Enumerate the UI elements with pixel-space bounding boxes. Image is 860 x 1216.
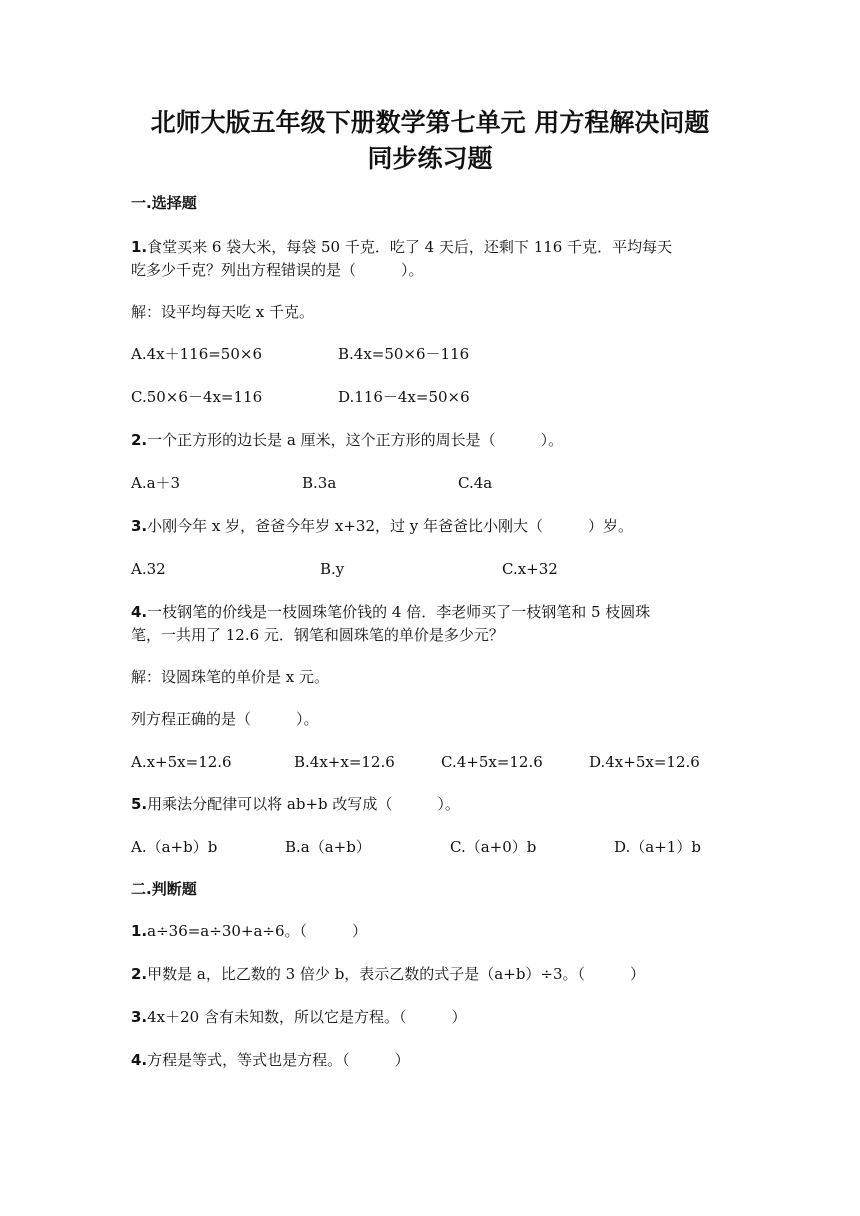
choice-q5 [131,793,460,815]
judge-q2 [131,963,645,985]
choice-q4-option-a: A.x+5x=12.6 [131,753,232,771]
choice-q5-text: 用乘法分配律可以将 ab+b 改写成（ ）。 [147,795,460,813]
choice-q1-option-c: C.50×6－4x=116 [131,388,263,406]
choice-q4-line2: 笔，一共用了 12.6 元．钢笔和圆珠笔的单价是多少元？ [131,626,504,644]
choice-q3 [131,515,633,537]
choice-q1-note: 解：设平均每天吃 x 千克。 [131,303,314,321]
choice-q4-note1: 解：设圆珠笔的单价是 x 元。 [131,668,329,686]
choice-q5-option-d: D.（a+1）b [614,838,701,856]
judge-q4 [131,1049,410,1071]
judge-q4-number: 4. [131,1051,148,1069]
choice-q3-option-c: C.x+32 [502,560,558,578]
choice-q1-line2: 吃多少千克？列出方程错误的是（ ）。 [131,261,424,279]
choice-q1-option-b: B.4x=50×6－116 [338,345,470,363]
choice-q4-option-c: C.4+5x=12.6 [441,753,543,771]
choice-q2 [131,429,563,451]
choice-q5-option-b: B.a（a+b） [285,838,371,856]
choice-q1-line1 [131,236,672,258]
judge-q4-text: 方程是等式，等式也是方程。（ ） [147,1051,410,1069]
choice-q3-option-b: B.y [320,560,345,578]
section-heading-judge: 二.判断题 [131,880,197,898]
choice-q4-note2: 列方程正确的是（ ）。 [131,710,319,728]
choice-q5-option-c: C.（a+0）b [450,838,537,856]
section-heading-choice: 一.选择题 [131,194,197,212]
choice-q1-option-a: A.4x＋116=50×6 [131,345,263,363]
judge-q1-number: 1. [131,922,148,940]
judge-q2-number: 2. [131,965,148,983]
choice-q2-number: 2. [131,431,148,449]
judge-q3 [131,1006,467,1028]
judge-q3-text: 4x＋20 含有未知数，所以它是方程。（ ） [147,1008,467,1026]
choice-q4-option-d: D.4x+5x=12.6 [589,753,700,771]
choice-q1-text: 食堂买来 6 袋大米，每袋 50 千克．吃了 4 天后，还剩下 116 千克．平均每天 [147,238,673,256]
choice-q3-option-a: A.32 [131,560,166,578]
choice-q3-text: 小刚今年 x 岁，爸爸今年岁 x+32，过 y 年爸爸比小刚大（ ）岁。 [147,517,634,535]
choice-q2-option-a: A.a＋3 [131,474,181,492]
choice-q2-option-c: C.4a [458,474,493,492]
choice-q3-number: 3. [131,517,148,535]
judge-q1 [131,920,367,942]
choice-q5-number: 5. [131,795,148,813]
choice-q5-option-a: A.（a+b）b [131,838,218,856]
choice-q4-option-b: B.4x+x=12.6 [294,753,395,771]
page-title-line1: 北师大版五年级下册数学第七单元 用方程解决问题 [150,108,710,137]
choice-q4-text: 一枝钢笔的价线是一枝圆珠笔价钱的 4 倍．李老师买了一枝钢笔和 5 枝圆珠 [147,603,651,621]
judge-q1-text: a÷36=a÷30+a÷6。（ ） [147,922,368,940]
choice-q4-number: 4. [131,603,148,621]
choice-q2-text: 一个正方形的边长是 a 厘米，这个正方形的周长是（ ）。 [147,431,564,449]
choice-q4-line1 [131,601,650,623]
judge-q2-text: 甲数是 a，比乙数的 3 倍少 b，表示乙数的式子是（a+b）÷3。（ ） [147,965,646,983]
page-title-line2: 同步练习题 [367,144,493,173]
judge-q3-number: 3. [131,1008,148,1026]
choice-q1-number: 1. [131,238,148,256]
choice-q1-option-d: D.116－4x=50×6 [338,388,470,406]
choice-q2-option-b: B.3a [302,474,337,492]
